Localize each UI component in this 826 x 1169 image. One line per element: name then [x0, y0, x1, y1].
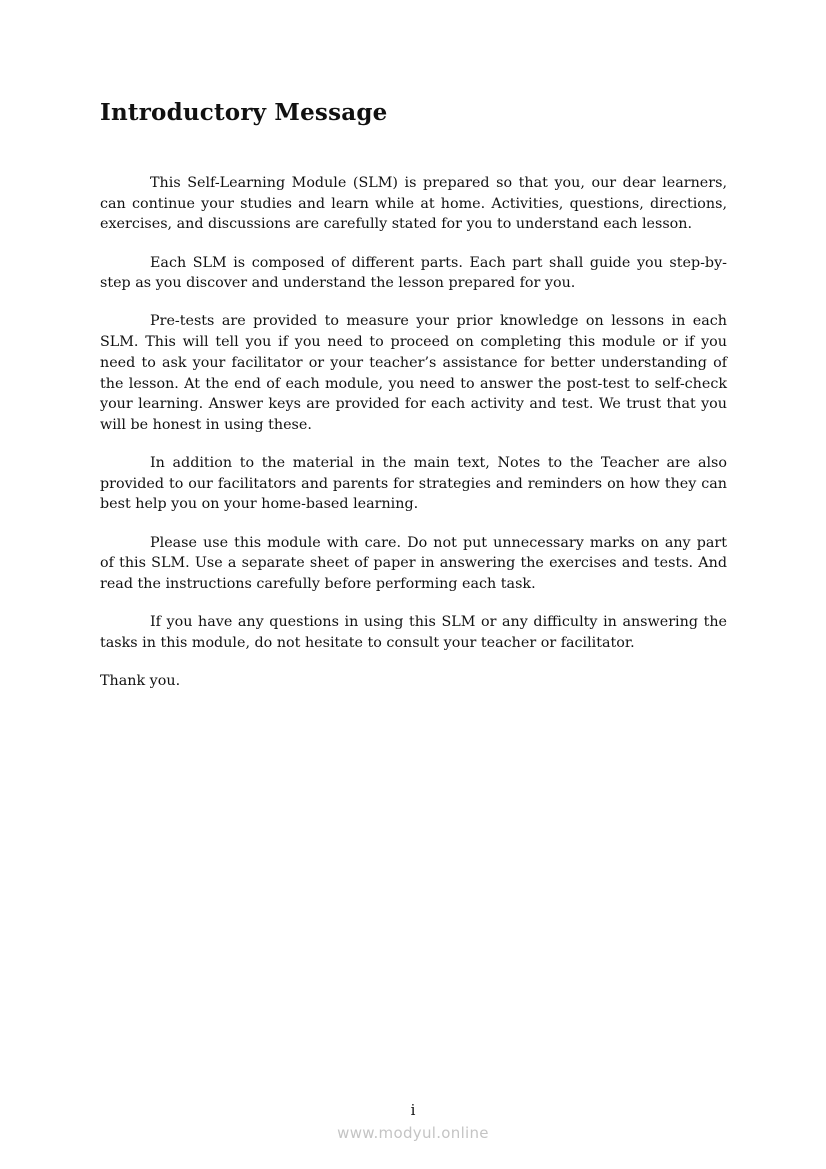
paragraph: [100, 533, 727, 595]
paragraph-line: best help you on your home-based learning.: [100, 496, 419, 513]
paragraph-line: of this SLM. Use a separate sheet of paper in answering the exercises and tests. And: [100, 555, 727, 572]
document-body: [100, 173, 727, 709]
paragraph: [100, 612, 727, 653]
paragraph-line: need to ask your facilitator or your teacher’s assistance for better understanding of: [100, 354, 727, 371]
paragraph-line: exercises, and discussions are carefully stated for you to understand each lesson.: [100, 216, 693, 233]
paragraph-line: Pre-tests are provided to measure your prior knowledge on lessons in each: [150, 313, 727, 330]
paragraph-line: This Self-Learning Module (SLM) is prepared so that you, our dear learners,: [150, 175, 727, 191]
paragraph: [100, 453, 727, 515]
paragraph-line: the lesson. At the end of each module, you need to answer the post-test to self-check: [100, 375, 727, 392]
paragraph: [100, 173, 727, 235]
closing-line: Thank you.: [100, 673, 181, 690]
paragraph-line: Each SLM is composed of different parts. Each part shall guide you step-by-: [150, 254, 727, 271]
paragraph-line: provided to our facilitators and parents for strategies and reminders on how they can: [100, 475, 727, 492]
paragraph: [100, 311, 727, 435]
paragraph-line: If you have any questions in using this SLM or any difficulty in answering the: [150, 614, 727, 631]
watermark: www.modyul.online: [337, 1124, 489, 1142]
page-number: i: [410, 1101, 416, 1119]
paragraph-line: will be honest in using these.: [100, 416, 312, 433]
closing-text: [100, 671, 727, 692]
paragraph-line: SLM. This will tell you if you need to proceed on completing this module or if you: [100, 334, 727, 351]
page-title: Introductory Message: [100, 99, 388, 126]
paragraph-line: read the instructions carefully before performing each task.: [100, 576, 536, 592]
paragraph-line: your learning. Answer keys are provided for each activity and test. We trust that you: [100, 396, 727, 413]
paragraph-line: step as you discover and understand the lesson prepared for you.: [100, 275, 576, 292]
paragraph: [100, 253, 727, 294]
paragraph-line: can continue your studies and learn while at home. Activities, questions, directions,: [100, 195, 727, 212]
paragraph-line: tasks in this module, do not hesitate to consult your teacher or facilitator.: [100, 634, 635, 651]
paragraph-line: In addition to the material in the main text, Notes to the Teacher are also: [150, 455, 727, 472]
paragraph-line: Please use this module with care. Do not put unnecessary marks on any part: [150, 534, 727, 551]
